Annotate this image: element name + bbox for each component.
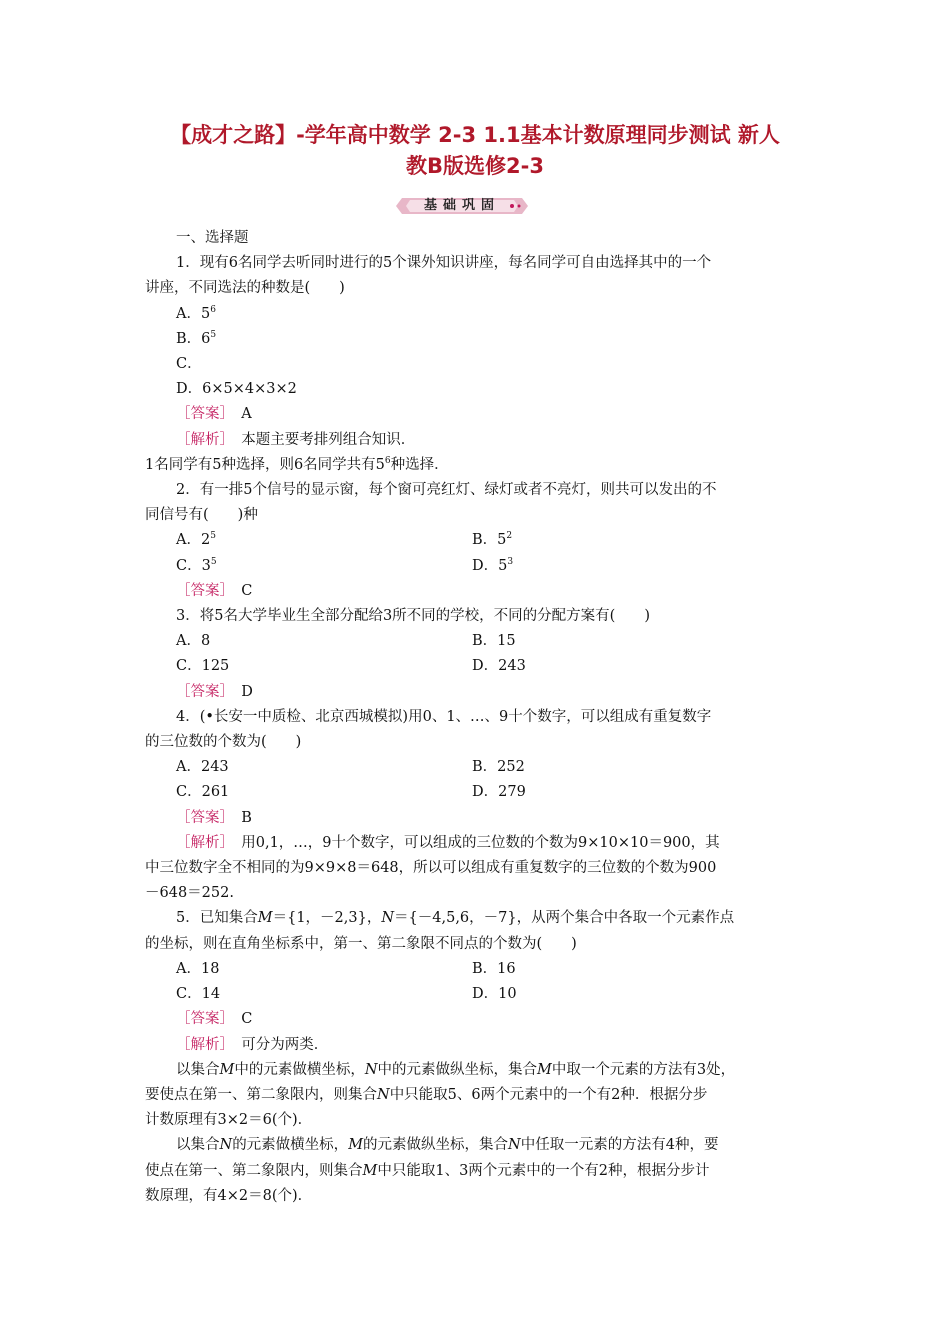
q4-option-a: A．243 bbox=[176, 759, 229, 776]
q5-analysis: ［解析］ 可分为两类． bbox=[176, 1036, 329, 1053]
analysis-tag: ［解析］ bbox=[176, 431, 227, 448]
q3-options-row-1 bbox=[145, 629, 805, 654]
q1-stem-line-1: 1．现有6名同学去听同时进行的5个课外知识讲座，每名同学可自由选择其中的一个 bbox=[176, 255, 712, 272]
q5-stem-line-2: 的坐标，则在直角坐标系中，第一、第二象限不同点的个数为( ) bbox=[145, 935, 577, 952]
q5-analysis-p2-line-2: 使点在第一、第二象限内，则集合M中只能取1、3两个元素中的一个有2种，根据分步计 bbox=[145, 1162, 710, 1179]
q4-option-b: B．252 bbox=[472, 759, 525, 776]
analysis-tag: ［解析］ bbox=[176, 1036, 227, 1053]
q5-options-row-2 bbox=[145, 982, 805, 1007]
q5-analysis-p2-line-3: 数原理，有4×2＝8(个)． bbox=[145, 1187, 313, 1204]
q1-option-c: C． bbox=[176, 356, 202, 373]
q5-option-c: C．14 bbox=[176, 986, 221, 1003]
q1-analysis: ［解析］ 本题主要考排列组合知识． bbox=[176, 431, 416, 448]
q5-options-row-1 bbox=[145, 957, 805, 982]
q2-option-c: C．$3^5$ bbox=[176, 556, 217, 574]
q5-stem-line-1: 5．已知集合M＝{1，－2,3}，N＝{－4,5,6，－7}，从两个集合中各取一个元素作点 bbox=[176, 910, 735, 927]
q3-stem: 3．将5名大学毕业生全部分配给3所不同的学校，不同的分配方案有( ) bbox=[176, 608, 650, 625]
answer-tag: ［答案］ bbox=[176, 809, 227, 826]
q5-analysis-p1-line-1: 以集合M中的元素做横坐标，N中的元素做纵坐标，集合M中取一个元素的方法有3处， bbox=[176, 1061, 736, 1078]
q1-option-a: A．$5^6$ bbox=[176, 304, 216, 322]
q1-analysis-line-2: 1名同学有5种选择，则6名同学共有$5^6$种选择． bbox=[145, 455, 449, 473]
q2-stem-line-2: 同信号有( )种 bbox=[145, 507, 258, 524]
q2-option-d: D．$5^3$ bbox=[472, 556, 514, 574]
q4-answer: ［答案］ B bbox=[176, 809, 252, 826]
q4-option-c: C．261 bbox=[176, 784, 230, 801]
q4-analysis: ［解析］ 用0,1，…，9十个数字，可以组成的三位数的个数为9×10×10＝900，其 bbox=[176, 834, 720, 851]
q5-option-b: B．16 bbox=[472, 960, 516, 977]
answer-tag: ［答案］ bbox=[176, 582, 227, 599]
answer-tag: ［答案］ bbox=[176, 406, 227, 423]
answer-tag: ［答案］ bbox=[176, 683, 227, 700]
q2-answer: ［答案］ C bbox=[176, 582, 253, 599]
q3-answer: ［答案］ D bbox=[176, 683, 253, 700]
q5-option-d: D．10 bbox=[472, 986, 517, 1003]
q4-analysis-line-3: －648＝252. bbox=[145, 885, 234, 902]
q4-analysis-line-2: 中三位数字全不相同的为9×9×8＝648，所以可以组成有重复数字的三位数的个数为900 bbox=[145, 860, 717, 877]
q1-option-d: D．6×5×4×3×2 bbox=[176, 381, 297, 398]
q2-options-row-1 bbox=[145, 528, 805, 553]
q2-option-b: B．$5^2$ bbox=[472, 531, 513, 549]
q3-options-row-2 bbox=[145, 654, 805, 679]
q2-stem-line-1: 2．有一排5个信号的显示窗，每个窗可亮红灯、绿灯或者不亮灯，则共可以发出的不 bbox=[176, 482, 717, 499]
section-banner-label: 基础巩固 bbox=[423, 198, 500, 213]
document-body bbox=[145, 226, 805, 1209]
q4-stem-line-2: 的三位数的个数为( ) bbox=[145, 734, 302, 751]
q3-option-a: A．8 bbox=[176, 633, 211, 650]
q5-analysis-p1-line-3: 计数原理有3×2＝6(个)． bbox=[145, 1112, 313, 1129]
q3-option-b: B．15 bbox=[472, 633, 516, 650]
title-line-2: 教B版选修2-3 bbox=[406, 154, 544, 178]
q5-analysis-p2-line-1: 以集合N的元素做横坐标，M的元素做纵坐标，集合N中任取一元素的方法有4种，要 bbox=[176, 1137, 719, 1154]
q1-stem-line-2: 讲座，不同选法的种数是( ) bbox=[145, 280, 345, 297]
q1-answer: ［答案］ A bbox=[176, 406, 252, 423]
q5-answer: ［答案］ C bbox=[176, 1011, 253, 1028]
q3-option-d: D．243 bbox=[472, 658, 526, 675]
q4-options-row-1 bbox=[145, 755, 805, 780]
q4-option-d: D．279 bbox=[472, 784, 526, 801]
q2-option-a: A．$2^5$ bbox=[176, 531, 216, 549]
q1-option-b: B．$6^5$ bbox=[176, 329, 217, 347]
document-title bbox=[120, 120, 830, 182]
title-line-1: 【成才之路】-学年高中数学 2-3 1.1基本计数原理同步测试 新人 bbox=[170, 123, 780, 147]
answer-tag: ［答案］ bbox=[176, 1011, 227, 1028]
q2-options-row-2 bbox=[145, 554, 805, 579]
section-banner bbox=[396, 196, 528, 216]
q4-options-row-2 bbox=[145, 780, 805, 805]
q4-stem-line-1: 4．(•长安一中质检、北京西城模拟)用0、1、…、9十个数字，可以组成有重复数字 bbox=[176, 708, 712, 725]
q5-option-a: A．18 bbox=[176, 960, 220, 977]
analysis-tag: ［解析］ bbox=[176, 834, 227, 851]
q5-analysis-p1-line-2: 要使点在第一、第二象限内，则集合N中只能取5、6两个元素中的一个有2种．根据分步 bbox=[145, 1086, 708, 1103]
q3-option-c: C．125 bbox=[176, 658, 230, 675]
section-heading: 一、选择题 bbox=[176, 230, 249, 246]
